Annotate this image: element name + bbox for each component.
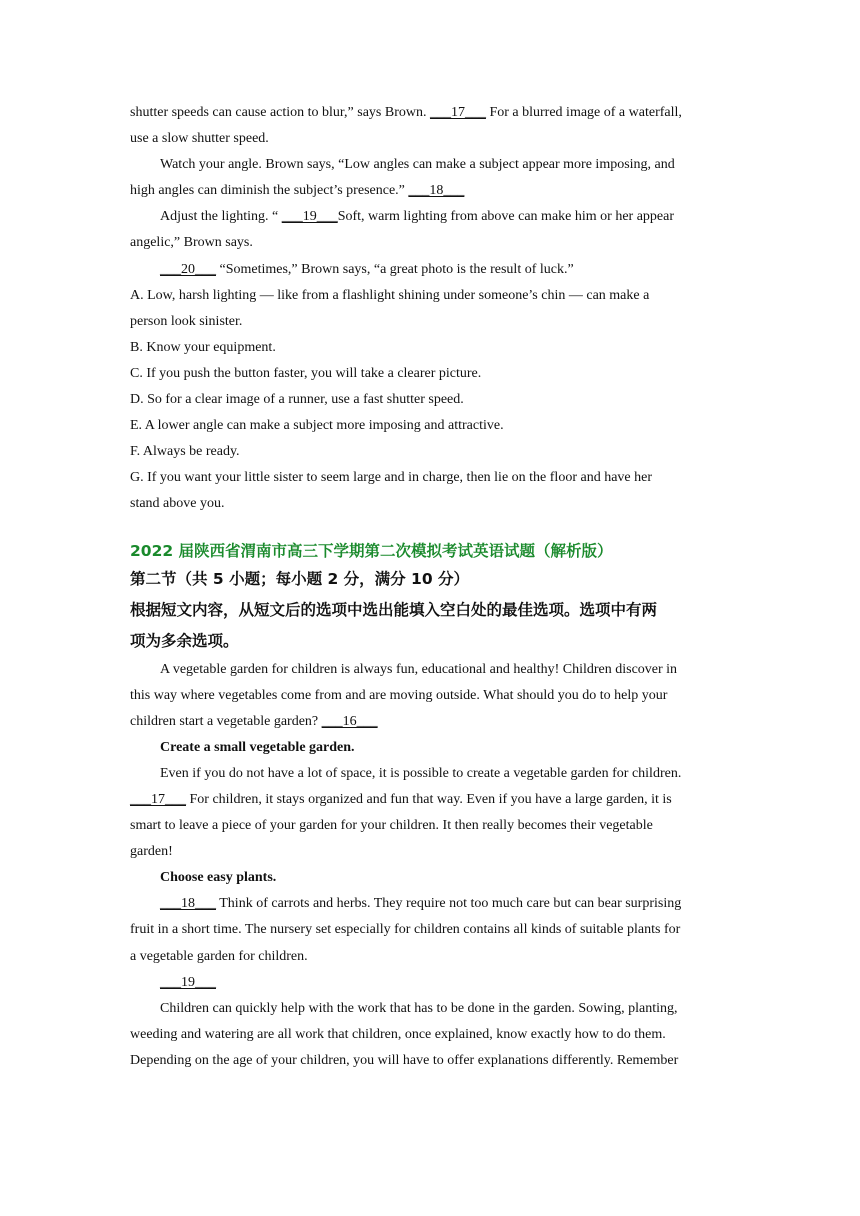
option-line: F. Always be ready. (130, 444, 240, 460)
text-line: use a slow shutter speed. (130, 131, 269, 147)
text-line: angelic,” Brown says. (130, 235, 253, 251)
answer-blank: ___17___ (429, 105, 486, 120)
option-line: C. If you push the button faster, you will take a clearer picture. (130, 365, 482, 381)
option-line: person look sinister. (130, 313, 243, 329)
instruction-line: 根据短文内容，从短文后的选项中选出能填入空白处的最佳选项。选项中有两 (130, 600, 658, 619)
option-line: B. Know your equipment. (130, 339, 276, 355)
text-line: a vegetable garden for children. (130, 948, 308, 964)
option-line: D. So for a clear image of a runner, use a fast shutter speed. (130, 392, 464, 408)
subheading: Create a small vegetable garden. (160, 739, 355, 755)
text-line: ___17___ For children, it stays organized and fun that way. Even if you have a large garden, it is (130, 791, 672, 807)
text-line: children start a vegetable garden? ___16___ (130, 713, 378, 729)
text-line: Watch your angle. Brown says, “Low angles can make a subject appear more imposing, and (160, 157, 675, 173)
answer-blank: ___16___ (321, 713, 378, 729)
text-line: garden! (130, 844, 173, 860)
text-line: Adjust the lighting. “ ___19___Soft, warm lighting from above can make him or her appear (160, 209, 674, 225)
answer-blank: ___18___ (160, 896, 216, 912)
exam-title: 2022 届陕西省渭南市高三下学期第二次模拟考试英语试题（解析版） (130, 541, 613, 560)
text-line: Depending on the age of your children, you will have to offer explanations differently. Remember (130, 1052, 679, 1068)
option-line: E. A lower angle can make a subject more imposing and attractive. (130, 418, 504, 434)
option-line: G. If you want your little sister to seem large and in charge, then lie on the floor and have her (130, 470, 652, 486)
text-line: Even if you do not have a lot of space, it is possible to create a vegetable garden for children. (160, 765, 682, 781)
text-line: high angles can diminish the subject’s presence.” ___18___ (130, 183, 465, 199)
instruction-line: 项为多余选项。 (130, 631, 239, 650)
answer-blank: ___19___ (281, 209, 338, 225)
answer-blank: ___19___ (160, 974, 216, 990)
text-line: weeding and watering are all work that children, once explained, know exactly how to do them. (130, 1026, 666, 1042)
text-line (130, 970, 730, 996)
text-line: ___20___ “Sometimes,” Brown says, “a great photo is the result of luck.” (160, 261, 574, 277)
text-line: fruit in a short time. The nursery set especially for children contains all kinds of suitable plants for (130, 922, 681, 938)
answer-blank: ___17___ (130, 791, 186, 807)
subheading: Choose easy plants. (160, 870, 277, 886)
option-line: stand above you. (130, 496, 225, 512)
text-line: Children can quickly help with the work that has to be done in the garden. Sowing, planting, (160, 1000, 678, 1016)
text-line: shutter speeds can cause action to blur,” says Brown. ___17___ For a blurred image of a waterfall, (130, 105, 682, 120)
option-line: A. Low, harsh lighting — like from a flashlight shining under someone’s chin — can make a (130, 287, 650, 303)
answer-blank: ___20___ (160, 261, 216, 277)
text-line: this way where vegetables come from and are moving outside. What should you do to help your (130, 687, 668, 703)
text-line: A vegetable garden for children is always fun, educational and healthy! Children discover in (160, 661, 678, 677)
section-heading: 第二节（共 5 小题；每小题 2 分，满分 10 分） (130, 569, 470, 588)
text-line: ___18___ Think of carrots and herbs. They require not too much care but can bear surprising (160, 896, 682, 912)
answer-blank: ___18___ (408, 183, 465, 199)
document-page (130, 100, 730, 1074)
text-line: smart to leave a piece of your garden for your children. It then really becomes their vegetable (130, 818, 653, 834)
